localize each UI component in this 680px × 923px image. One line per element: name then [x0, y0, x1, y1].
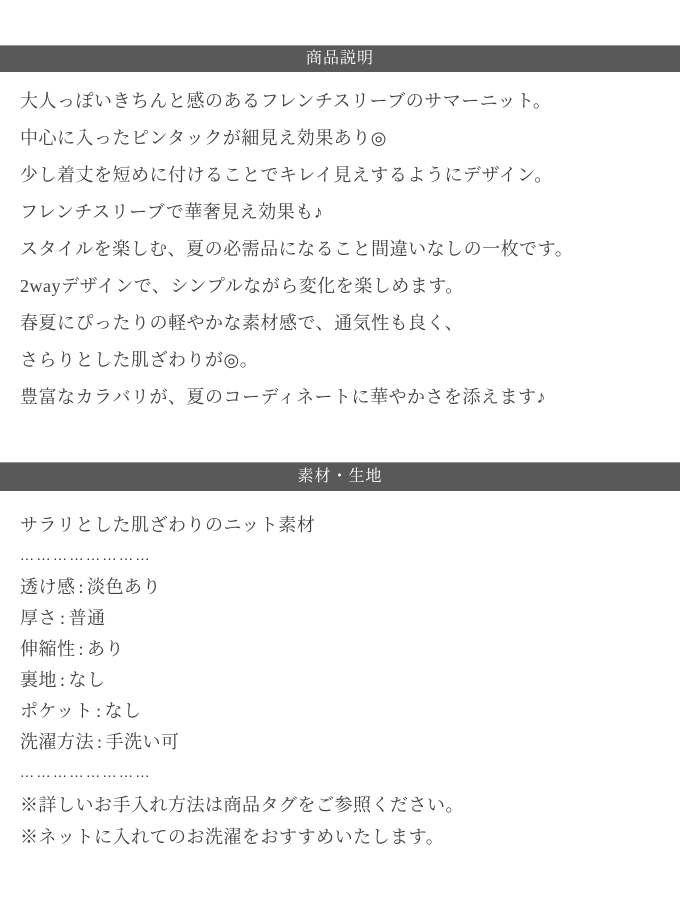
spec-separator: :: [78, 639, 85, 659]
spec-separator: :: [60, 608, 66, 628]
spec-label: 伸縮性: [20, 639, 76, 659]
spec-label: ポケット: [20, 701, 94, 721]
spec-separator: :: [60, 670, 66, 690]
spec-value: 普通: [68, 608, 106, 628]
material-section-header: [0, 462, 680, 491]
description-line: 中心に入ったピンタックが細見え効果あり◎: [20, 128, 387, 148]
spec-value: なし: [104, 701, 142, 721]
spec-value: なし: [68, 670, 106, 690]
care-note: ※ネットに入れてのお洗濯をおすすめいたします。: [20, 827, 445, 847]
product-detail-page: [0, 45, 680, 923]
spec-separator: :: [97, 732, 103, 752]
description-line: 少し着丈を短めに付けることでキレイ見えするようにデザイン。: [20, 165, 553, 185]
dotted-divider: ……………………: [20, 766, 152, 781]
material-intro: サラリとした肌ざわりのニット素材: [20, 515, 316, 535]
description-line: フレンチスリーブで華奢見え効果も♪: [20, 202, 324, 222]
description-line: さらりとした肌ざわりが◎。: [20, 350, 259, 370]
spec-row-stretch: [20, 634, 660, 665]
description-section-title: 商品説明: [305, 50, 374, 67]
spec-row-thickness: [20, 603, 660, 634]
spec-label: 裏地: [20, 670, 57, 690]
material-section-title: 素材・生地: [297, 468, 383, 485]
description-line: 春夏にぴったりの軽やかな素材感で、通気性も良く、: [20, 313, 464, 333]
description-line: 豊富なカラバリが、夏のコーディネートに華やかさを添えます♪: [20, 387, 547, 407]
spec-value: 淡色あり: [87, 577, 162, 597]
description-text-block: [0, 72, 680, 416]
spec-row-sheerness: [20, 572, 660, 603]
dotted-divider: ……………………: [20, 549, 152, 564]
spec-value: 手洗い可: [105, 732, 180, 752]
description-section-header: [0, 45, 680, 72]
care-note: ※詳しいお手入れ方法は商品タグをご参照ください。: [20, 795, 464, 815]
spec-row-pocket: [20, 696, 660, 727]
description-line: 2wayデザインで、シンプルながら変化を楽しめます。: [20, 276, 464, 296]
description-line: スタイルを楽しむ、夏の必需品になること間違いなしの一枚です。: [20, 239, 574, 259]
material-text-block: [0, 491, 680, 853]
spec-label: 厚さ: [20, 608, 57, 628]
spec-label: 透け感: [20, 577, 76, 597]
spec-separator: :: [78, 577, 85, 597]
spec-label: 洗濯方法: [20, 732, 94, 752]
description-line: 大人っぽいきちんと感のあるフレンチスリーブのサマーニット。: [20, 91, 552, 111]
spec-value: あり: [87, 639, 125, 659]
spec-separator: :: [96, 701, 102, 721]
spec-row-washing: [20, 727, 660, 758]
spec-row-lining: [20, 665, 660, 696]
